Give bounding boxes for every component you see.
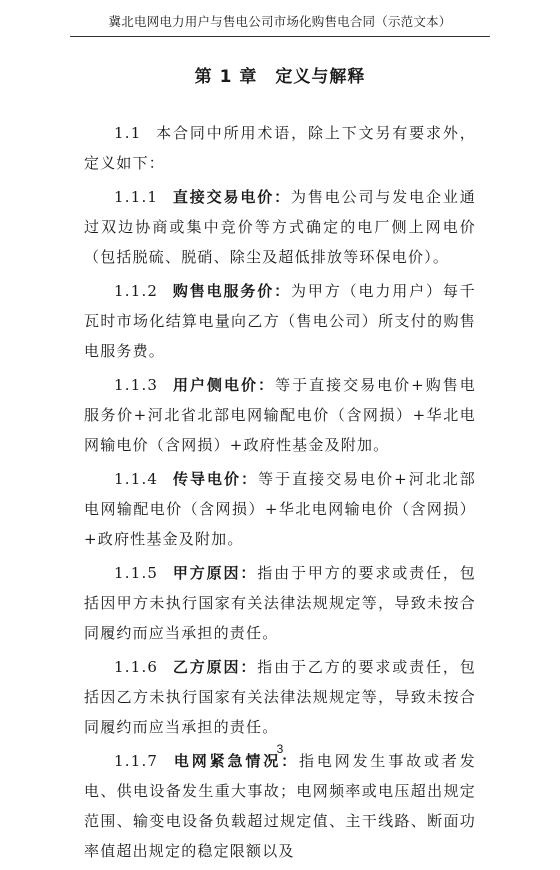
clause-1-1-7 [84, 746, 476, 866]
clause-text: 等于直接交易电价+购售电服务价+河北省北部电网输配电价（含网损）+华北电网输电价（含网损）+政府性基金及附加。 [84, 376, 476, 454]
clause-text: 为售电公司与发电企业通过双边协商或集中竞价等方式确定的电厂侧上网电价（包括脱硫、脱硝、除尘及超低排放等环保电价）。 [84, 188, 477, 266]
chapter-number: 第 1 章 [194, 67, 258, 87]
clause-text: 本合同中所用术语，除上下文另有要求外，定义如下： [84, 124, 476, 172]
clause-number: 1.1.1 [114, 188, 159, 206]
clause-term: 传导电价： [172, 470, 259, 488]
clause-text: 为甲方（电力用户）每千瓦时市场化结算电量向乙方（售电公司）所支付的购售电服务费。 [84, 282, 477, 360]
page-number: 3 [276, 742, 284, 756]
clause-1-1-2 [84, 276, 476, 366]
clause-text: 指由于甲方的要求或责任，包括因甲方未执行国家有关法律法规规定等，导致未按合同履约而应当承担的责任。 [84, 564, 476, 642]
chapter-name: 定义与解释 [275, 67, 366, 87]
clause-term: 乙方原因： [172, 658, 258, 676]
clause-1-1-6 [84, 652, 476, 742]
clause-term: 用户侧电价： [172, 376, 276, 394]
clause-term: 电网紧急情况： [172, 752, 299, 770]
clause-1-1 [84, 118, 476, 178]
clause-number: 1.1.7 [114, 752, 159, 770]
chapter-title [0, 66, 560, 88]
clause-number: 1.1.2 [114, 282, 159, 300]
clause-number: 1.1 [114, 124, 142, 142]
clause-1-1-1 [84, 182, 476, 272]
clause-1-1-3 [84, 370, 476, 460]
running-header: 冀北电网电力用户与售电公司市场化购售电合同（示范文本） [70, 14, 490, 37]
clause-text: 等于直接交易电价+河北北部电网输配电价（含网损）+华北电网输电价（含网损）+政府性基金及附加。 [84, 470, 476, 548]
clause-term: 购售电服务价： [172, 282, 292, 300]
clause-1-1-5 [84, 558, 476, 648]
clause-text: 指电网发生事故或者发电、供电设备发生重大事故；电网频率或电压超出规定范围、输变电设备负载超过规定值、主干线路、断面功率值超出规定的稳定限额以及 [84, 752, 476, 860]
clause-number: 1.1.4 [114, 470, 159, 488]
body-text [84, 118, 476, 870]
clause-1-1-4 [84, 464, 476, 554]
clause-number: 1.1.5 [114, 564, 159, 582]
clause-term: 甲方原因： [172, 564, 258, 582]
clause-text: 指由于乙方的要求或责任，包括因乙方未执行国家有关法律法规规定等，导致未按合同履约而应当承担的责任。 [84, 658, 476, 736]
clause-term: 直接交易电价： [172, 188, 292, 206]
clause-number: 1.1.6 [114, 658, 159, 676]
clause-number: 1.1.3 [114, 376, 159, 394]
